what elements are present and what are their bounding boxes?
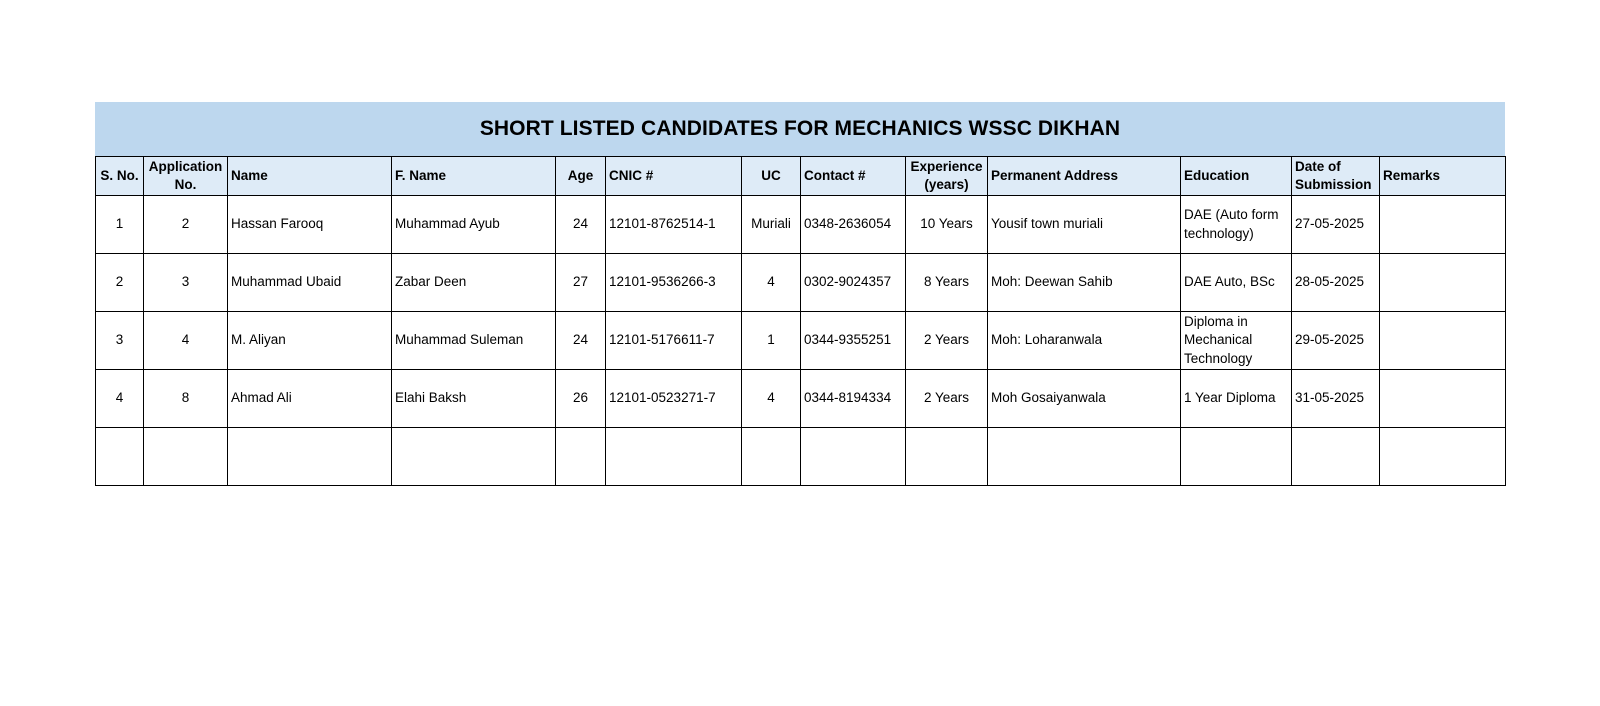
- cell-contact: [801, 428, 906, 486]
- cell-education: [1181, 428, 1292, 486]
- cell-name: Ahmad Ali: [228, 370, 392, 428]
- cell-father-name: [392, 428, 556, 486]
- table-row: [96, 196, 1506, 254]
- cell-education: DAE (Auto form technology): [1181, 196, 1292, 254]
- cell-experience: 2 Years: [906, 312, 988, 370]
- cell-experience: [906, 428, 988, 486]
- cell-experience: 2 Years: [906, 370, 988, 428]
- cell-address: Moh Gosaiyanwala: [988, 370, 1181, 428]
- cell-date: 28-05-2025: [1292, 254, 1380, 312]
- cell-remarks: [1380, 312, 1506, 370]
- cell-date: 27-05-2025: [1292, 196, 1380, 254]
- cell-cnic: 12101-0523271-7: [606, 370, 742, 428]
- cell-date: 29-05-2025: [1292, 312, 1380, 370]
- cell-remarks: [1380, 370, 1506, 428]
- col-header-sno: S. No.: [96, 157, 144, 196]
- cell-remarks: [1380, 428, 1506, 486]
- sheet-title: SHORT LISTED CANDIDATES FOR MECHANICS WSSC DIKHAN: [95, 102, 1505, 156]
- cell-experience: 10 Years: [906, 196, 988, 254]
- col-header-date: Date of Submission: [1292, 157, 1380, 196]
- cell-age: 26: [556, 370, 606, 428]
- cell-education: Diploma in Mechanical Technology: [1181, 312, 1292, 370]
- cell-father-name: Elahi Baksh: [392, 370, 556, 428]
- col-header-uc: UC: [742, 157, 801, 196]
- cell-age: 24: [556, 196, 606, 254]
- cell-date: 31-05-2025: [1292, 370, 1380, 428]
- cell-sno: 2: [96, 254, 144, 312]
- cell-application-no: 3: [144, 254, 228, 312]
- col-header-cnic: CNIC #: [606, 157, 742, 196]
- col-header-contact: Contact #: [801, 157, 906, 196]
- cell-contact: 0348-2636054: [801, 196, 906, 254]
- cell-uc: 4: [742, 254, 801, 312]
- cell-sno: 1: [96, 196, 144, 254]
- cell-uc: [742, 428, 801, 486]
- candidates-table: [95, 156, 1506, 486]
- col-header-address: Permanent Address: [988, 157, 1181, 196]
- cell-education: 1 Year Diploma: [1181, 370, 1292, 428]
- cell-address: [988, 428, 1181, 486]
- cell-name: [228, 428, 392, 486]
- cell-sno: 3: [96, 312, 144, 370]
- col-header-application-no: Application No.: [144, 157, 228, 196]
- table-row: [96, 312, 1506, 370]
- cell-cnic: 12101-5176611-7: [606, 312, 742, 370]
- cell-father-name: Muhammad Ayub: [392, 196, 556, 254]
- col-header-age: Age: [556, 157, 606, 196]
- cell-contact: 0302-9024357: [801, 254, 906, 312]
- table-row: [96, 370, 1506, 428]
- cell-education: DAE Auto, BSc: [1181, 254, 1292, 312]
- col-header-experience: Experience (years): [906, 157, 988, 196]
- cell-uc: 4: [742, 370, 801, 428]
- cell-sno: [96, 428, 144, 486]
- cell-age: 27: [556, 254, 606, 312]
- cell-age: 24: [556, 312, 606, 370]
- cell-application-no: 2: [144, 196, 228, 254]
- cell-address: Moh: Deewan Sahib: [988, 254, 1181, 312]
- cell-application-no: [144, 428, 228, 486]
- cell-age: [556, 428, 606, 486]
- cell-name: M. Aliyan: [228, 312, 392, 370]
- candidates-sheet: [95, 102, 1505, 486]
- cell-application-no: 8: [144, 370, 228, 428]
- cell-name: Hassan Farooq: [228, 196, 392, 254]
- cell-name: Muhammad Ubaid: [228, 254, 392, 312]
- col-header-father-name: F. Name: [392, 157, 556, 196]
- cell-father-name: Zabar Deen: [392, 254, 556, 312]
- cell-remarks: [1380, 196, 1506, 254]
- cell-contact: 0344-9355251: [801, 312, 906, 370]
- col-header-name: Name: [228, 157, 392, 196]
- table-row: [96, 254, 1506, 312]
- cell-uc: Muriali: [742, 196, 801, 254]
- cell-date: [1292, 428, 1380, 486]
- cell-experience: 8 Years: [906, 254, 988, 312]
- cell-father-name: Muhammad Suleman: [392, 312, 556, 370]
- header-row: [96, 157, 1506, 196]
- table-row-empty: [96, 428, 1506, 486]
- cell-address: Yousif town muriali: [988, 196, 1181, 254]
- cell-cnic: [606, 428, 742, 486]
- cell-uc: 1: [742, 312, 801, 370]
- col-header-education: Education: [1181, 157, 1292, 196]
- cell-address: Moh: Loharanwala: [988, 312, 1181, 370]
- cell-cnic: 12101-8762514-1: [606, 196, 742, 254]
- col-header-remarks: Remarks: [1380, 157, 1506, 196]
- cell-cnic: 12101-9536266-3: [606, 254, 742, 312]
- cell-application-no: 4: [144, 312, 228, 370]
- cell-sno: 4: [96, 370, 144, 428]
- cell-remarks: [1380, 254, 1506, 312]
- cell-contact: 0344-8194334: [801, 370, 906, 428]
